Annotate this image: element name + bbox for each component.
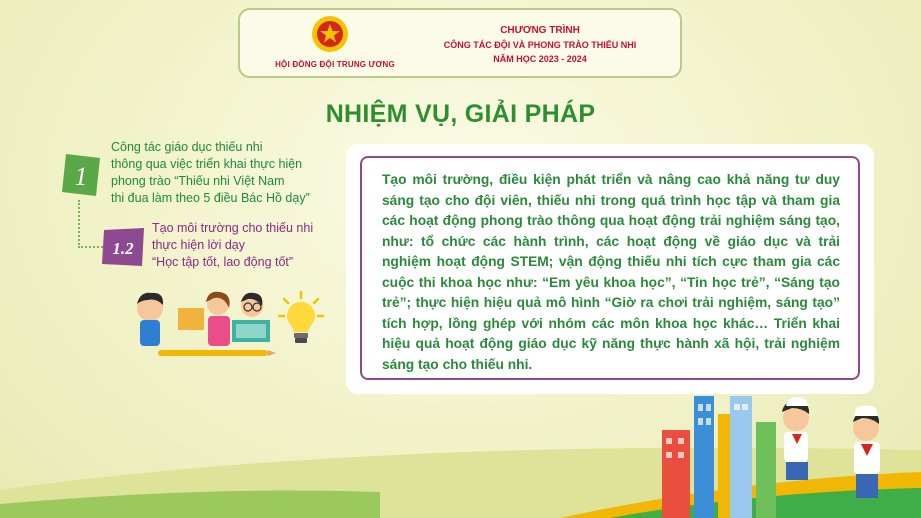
program-title	[410, 24, 670, 66]
header-banner	[238, 8, 682, 78]
content-card-border	[360, 156, 860, 380]
item-1-line: thông qua việc triển khai thực hiện	[111, 157, 303, 171]
program-line-1: CHƯƠNG TRÌNH	[500, 25, 580, 36]
item-1-line: phong trào “Thiếu nhi Việt Nam	[111, 174, 285, 188]
program-line-2: CÔNG TÁC ĐỘI VÀ PHONG TRÀO THIẾU NHI	[443, 40, 637, 50]
content-card	[346, 144, 874, 394]
item-1-text	[111, 139, 351, 207]
number-badge-1-2	[100, 226, 146, 268]
number-1-text: 1	[74, 162, 88, 191]
item-1-line: thi đua làm theo 5 điều Bác Hồ dạy”	[111, 191, 310, 205]
org-name: HỘI ĐỒNG ĐỘI TRUNG ƯƠNG	[275, 60, 395, 69]
page-title: NHIỆM VỤ, GIẢI PHÁP	[325, 100, 596, 128]
item-1-2-text	[152, 220, 352, 271]
program-line-3: NĂM HỌC 2023 - 2024	[493, 54, 587, 64]
number-1-2-text: 1.2	[112, 239, 134, 258]
pioneer-emblem-icon	[310, 14, 350, 54]
item-1-2-line: Tạo môi trường cho thiếu nhi	[152, 221, 314, 235]
item-1-2-line: “Học tập tốt, lao động tốt”	[152, 255, 294, 269]
number-badge-1	[60, 152, 102, 198]
kids-reading-illustration	[128, 286, 278, 364]
item-1-line: Công tác giáo dục thiếu nhi	[111, 140, 263, 154]
item-1-2-line: thực hiện lời dạy	[152, 238, 245, 252]
content-card-text: Tạo môi trường, điều kiện phát triển và nâng cao khả năng tư duy sáng tạo cho đội viên, thiếu nhi trong quá trình học tập và tham gia các hoạt động phong trào thông qua hoạt động trải nghiệm sáng tạo, như: tổ chức các hành trình, các hoạt động về giáo dục và trải nghiệm hoạt động STEM; vận động thiếu nhi tích cực tham gia các cuộc thi khoa học như: “Em yêu khoa học”, “Tin học trẻ”, “Sáng tạo trẻ”; thực hiện hiệu quả mô hình “Giờ ra chơi trải nghiệm, sáng tạo” tích hợp, lồng ghép với nhóm các môn khoa học khác… Triển khai hiệu quả hoạt động giáo dục kỹ năng thực hành xã hội, trải nghiệm sáng tạo cho thiếu nhi.	[382, 172, 840, 372]
lightbulb-icon	[278, 290, 324, 348]
city-skyline-illustration	[656, 388, 921, 518]
